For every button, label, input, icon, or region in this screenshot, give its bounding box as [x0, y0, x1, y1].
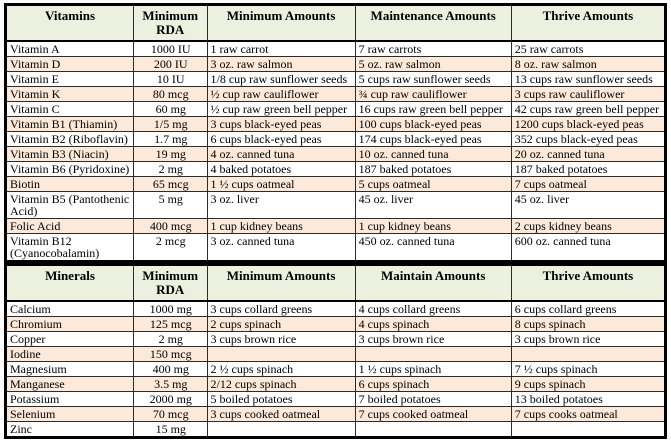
- name-cell: Vitamin A: [6, 41, 134, 57]
- minerals-header-row: [6, 265, 666, 302]
- thrive-amount-cell: 3 cups raw cauliflower: [511, 87, 665, 102]
- maintenance-amount-cell: 6 cups spinach: [355, 377, 511, 392]
- rda-cell: 400 mg: [133, 362, 207, 377]
- maintenance-amount-cell: 1 cup kidney beans: [355, 219, 511, 234]
- maintenance-amount-cell: 5 cups oatmeal: [355, 177, 511, 192]
- rda-cell: 19 mg: [133, 147, 207, 162]
- table-row: [6, 41, 666, 57]
- name-cell: Vitamin B3 (Niacin): [6, 147, 134, 162]
- table-row: [6, 102, 666, 117]
- maintenance-amount-cell: 174 cups black-eyed peas: [355, 132, 511, 147]
- name-cell: Zinc: [6, 422, 134, 438]
- minimum-amount-cell: 1/8 cup raw sunflower seeds: [207, 72, 355, 87]
- thrive-amount-cell: 600 oz. canned tuna: [511, 234, 665, 262]
- maintenance-amount-cell: 450 oz. canned tuna: [355, 234, 511, 262]
- thrive-amount-cell: 6 cups collard greens: [511, 301, 665, 317]
- minimum-amount-cell: 3 oz. canned tuna: [207, 234, 355, 262]
- minerals-column-header-rda: Minimum RDA: [133, 265, 207, 302]
- vitamins-column-header-minimum-amount: Minimum Amounts: [207, 5, 355, 42]
- name-cell: Chromium: [6, 317, 134, 332]
- maintenance-amount-cell: [355, 422, 511, 438]
- vitamins-header-row: [6, 5, 666, 42]
- rda-cell: 70 mcg: [133, 407, 207, 422]
- name-cell: Vitamin B12 (Cyanocobalamin): [6, 234, 134, 262]
- name-cell: Vitamin C: [6, 102, 134, 117]
- table-row: [6, 177, 666, 192]
- rda-cell: 60 mg: [133, 102, 207, 117]
- rda-cell: 125 mcg: [133, 317, 207, 332]
- table-row: [6, 132, 666, 147]
- minimum-amount-cell: 2 cups spinach: [207, 317, 355, 332]
- name-cell: Vitamin B2 (Riboflavin): [6, 132, 134, 147]
- minimum-amount-cell: 6 cups black-eyed peas: [207, 132, 355, 147]
- minimum-amount-cell: 2/12 cups spinach: [207, 377, 355, 392]
- vitamins-column-header-rda: Minimum RDA: [133, 5, 207, 42]
- name-cell: Vitamin B1 (Thiamin): [6, 117, 134, 132]
- rda-cell: 5 mg: [133, 192, 207, 219]
- name-cell: Copper: [6, 332, 134, 347]
- minimum-amount-cell: 3 cups black-eyed peas: [207, 117, 355, 132]
- rda-cell: 200 IU: [133, 57, 207, 72]
- rda-cell: 2 mg: [133, 162, 207, 177]
- maintenance-amount-cell: ¾ cup raw cauliflower: [355, 87, 511, 102]
- minimum-amount-cell: 5 boiled potatoes: [207, 392, 355, 407]
- table-row: [6, 362, 666, 377]
- minimum-amount-cell: ½ cup raw green bell pepper: [207, 102, 355, 117]
- name-cell: Selenium: [6, 407, 134, 422]
- minimum-amount-cell: [207, 422, 355, 438]
- rda-cell: 80 mcg: [133, 87, 207, 102]
- thrive-amount-cell: 13 boiled potatoes: [511, 392, 665, 407]
- rda-cell: 1000 IU: [133, 41, 207, 57]
- vitamins-table: [4, 3, 667, 263]
- thrive-amount-cell: 45 oz. liver: [511, 192, 665, 219]
- table-row: [6, 147, 666, 162]
- thrive-amount-cell: 25 raw carrots: [511, 41, 665, 57]
- minimum-amount-cell: 3 cups cooked oatmeal: [207, 407, 355, 422]
- table-row: [6, 72, 666, 87]
- minimum-amount-cell: 3 oz. raw salmon: [207, 57, 355, 72]
- maintenance-amount-cell: 5 oz. raw salmon: [355, 57, 511, 72]
- maintenance-amount-cell: 7 boiled potatoes: [355, 392, 511, 407]
- maintenance-amount-cell: 45 oz. liver: [355, 192, 511, 219]
- vitamins-column-header-thrive-amount: Thrive Amounts: [511, 5, 665, 42]
- minimum-amount-cell: 2 ½ cups spinach: [207, 362, 355, 377]
- name-cell: Folic Acid: [6, 219, 134, 234]
- minimum-amount-cell: 3 cups collard greens: [207, 301, 355, 317]
- thrive-amount-cell: 7 ½ cups spinach: [511, 362, 665, 377]
- maintenance-amount-cell: 10 oz. canned tuna: [355, 147, 511, 162]
- minerals-column-header-maintenance-amount: Maintain Amounts: [355, 265, 511, 302]
- thrive-amount-cell: 9 cups spinach: [511, 377, 665, 392]
- maintenance-amount-cell: 187 baked potatoes: [355, 162, 511, 177]
- minerals-column-header-thrive-amount: Thrive Amounts: [511, 265, 665, 302]
- name-cell: Potassium: [6, 392, 134, 407]
- rda-cell: 65 mcg: [133, 177, 207, 192]
- maintenance-amount-cell: 4 cups collard greens: [355, 301, 511, 317]
- vitamins-column-header-name: Vitamins: [6, 5, 134, 42]
- rda-cell: 150 mcg: [133, 347, 207, 362]
- name-cell: Vitamin B5 (Pantothenic Acid): [6, 192, 134, 219]
- thrive-amount-cell: 3 cups brown rice: [511, 332, 665, 347]
- minimum-amount-cell: ½ cup raw cauliflower: [207, 87, 355, 102]
- thrive-amount-cell: 1200 cups black-eyed peas: [511, 117, 665, 132]
- name-cell: Iodine: [6, 347, 134, 362]
- maintenance-amount-cell: [355, 347, 511, 362]
- table-row: [6, 87, 666, 102]
- name-cell: Vitamin K: [6, 87, 134, 102]
- rda-cell: 15 mg: [133, 422, 207, 438]
- minimum-amount-cell: [207, 347, 355, 362]
- minerals-table: [4, 263, 667, 439]
- minimum-amount-cell: 1 cup kidney beans: [207, 219, 355, 234]
- minimum-amount-cell: 4 oz. canned tuna: [207, 147, 355, 162]
- table-row: [6, 422, 666, 438]
- table-row: [6, 57, 666, 72]
- minimum-amount-cell: 4 baked potatoes: [207, 162, 355, 177]
- thrive-amount-cell: 187 baked potatoes: [511, 162, 665, 177]
- thrive-amount-cell: 2 cups kidney beans: [511, 219, 665, 234]
- maintenance-amount-cell: 7 cups cooked oatmeal: [355, 407, 511, 422]
- minerals-column-header-name: Minerals: [6, 265, 134, 302]
- rda-cell: 2000 mg: [133, 392, 207, 407]
- table-row: [6, 407, 666, 422]
- thrive-amount-cell: [511, 422, 665, 438]
- table-row: [6, 332, 666, 347]
- name-cell: Vitamin D: [6, 57, 134, 72]
- table-row: [6, 347, 666, 362]
- thrive-amount-cell: 352 cups black-eyed peas: [511, 132, 665, 147]
- rda-cell: 10 IU: [133, 72, 207, 87]
- name-cell: Manganese: [6, 377, 134, 392]
- thrive-amount-cell: 8 cups spinach: [511, 317, 665, 332]
- minimum-amount-cell: 3 cups brown rice: [207, 332, 355, 347]
- thrive-amount-cell: [511, 347, 665, 362]
- rda-cell: 1000 mg: [133, 301, 207, 317]
- minerals-column-header-minimum-amount: Minimum Amounts: [207, 265, 355, 302]
- thrive-amount-cell: 7 cups oatmeal: [511, 177, 665, 192]
- maintenance-amount-cell: 4 cups spinach: [355, 317, 511, 332]
- rda-cell: 1/5 mg: [133, 117, 207, 132]
- name-cell: Vitamin E: [6, 72, 134, 87]
- minimum-amount-cell: 3 oz. liver: [207, 192, 355, 219]
- rda-cell: 3.5 mg: [133, 377, 207, 392]
- table-row: [6, 234, 666, 262]
- rda-cell: 2 mcg: [133, 234, 207, 262]
- name-cell: Magnesium: [6, 362, 134, 377]
- thrive-amount-cell: 7 cups cooks oatmeal: [511, 407, 665, 422]
- maintenance-amount-cell: 100 cups black-eyed peas: [355, 117, 511, 132]
- table-row: [6, 192, 666, 219]
- rda-cell: 400 mcg: [133, 219, 207, 234]
- thrive-amount-cell: 13 cups raw sunflower seeds: [511, 72, 665, 87]
- thrive-amount-cell: 42 cups raw green bell pepper: [511, 102, 665, 117]
- minimum-amount-cell: 1 ½ cups oatmeal: [207, 177, 355, 192]
- thrive-amount-cell: 8 oz. raw salmon: [511, 57, 665, 72]
- table-row: [6, 392, 666, 407]
- name-cell: Calcium: [6, 301, 134, 317]
- maintenance-amount-cell: 1 ½ cups spinach: [355, 362, 511, 377]
- minimum-amount-cell: 1 raw carrot: [207, 41, 355, 57]
- table-row: [6, 377, 666, 392]
- table-row: [6, 117, 666, 132]
- table-row: [6, 219, 666, 234]
- name-cell: Biotin: [6, 177, 134, 192]
- maintenance-amount-cell: 16 cups raw green bell pepper: [355, 102, 511, 117]
- vitamins-column-header-maintenance-amount: Maintenance Amounts: [355, 5, 511, 42]
- name-cell: Vitamin B6 (Pyridoxine): [6, 162, 134, 177]
- maintenance-amount-cell: 7 raw carrots: [355, 41, 511, 57]
- rda-cell: 1.7 mg: [133, 132, 207, 147]
- maintenance-amount-cell: 3 cups brown rice: [355, 332, 511, 347]
- table-row: [6, 317, 666, 332]
- maintenance-amount-cell: 5 cups raw sunflower seeds: [355, 72, 511, 87]
- table-row: [6, 301, 666, 317]
- rda-cell: 2 mg: [133, 332, 207, 347]
- thrive-amount-cell: 20 oz. canned tuna: [511, 147, 665, 162]
- table-row: [6, 162, 666, 177]
